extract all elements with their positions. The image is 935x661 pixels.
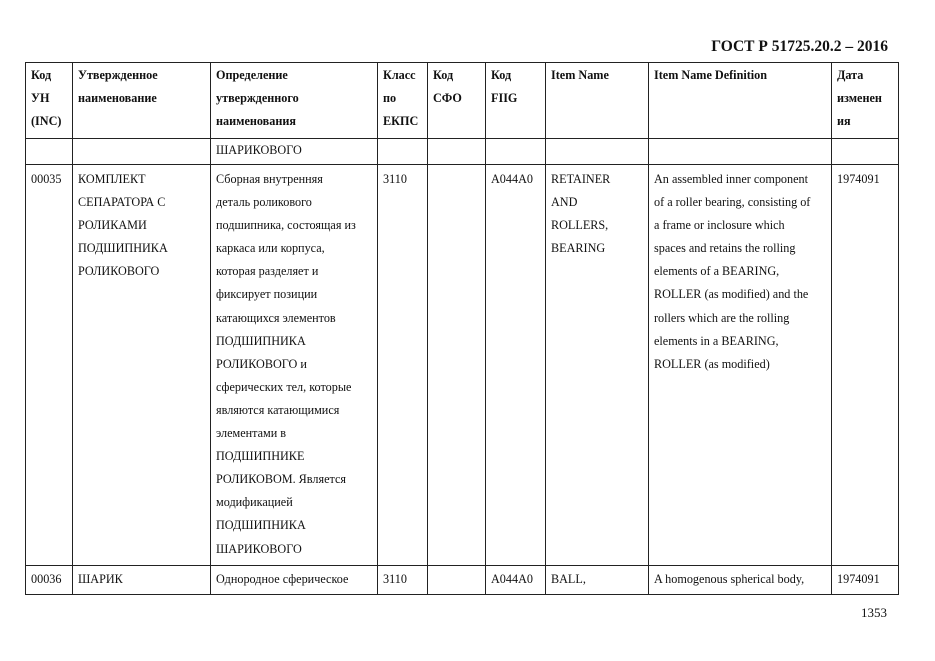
cell-item-name: [546, 139, 649, 165]
cell-item-definition: [649, 139, 832, 165]
cell-inc: [26, 139, 73, 165]
cell-fiig: [486, 139, 546, 165]
cell-ekps-class: 3110: [378, 565, 428, 594]
table-row: [26, 139, 899, 165]
table-header-row: [26, 63, 899, 139]
cell-approved-name: ШАРИК: [73, 565, 211, 594]
cell-sfo: [428, 565, 486, 594]
cell-fiig: A044A0: [486, 565, 546, 594]
cell-item-definition: An assembled inner component of a roller bearing, consisting of a frame or inclosure which spaces and retains the rolling elements of a BEARING, ROLLER (as modified) and the rollers which are the rolling elements in a BEARING, ROLLER (as modified): [649, 165, 832, 566]
header-inc-code: Код УН (INC): [26, 63, 73, 139]
cell-sfo: [428, 165, 486, 566]
cell-inc: 00035: [26, 165, 73, 566]
table-row: [26, 565, 899, 594]
cell-ekps-class: 3110: [378, 165, 428, 566]
cell-change-date: 1974091: [832, 565, 899, 594]
cell-definition: Однородное сферическое: [211, 565, 378, 594]
cell-sfo: [428, 139, 486, 165]
cell-item-definition: A homogenous spherical body,: [649, 565, 832, 594]
header-name-definition: Определение утвержденного наименования: [211, 63, 378, 139]
cell-fiig: A044A0: [486, 165, 546, 566]
cell-item-name: BALL,: [546, 565, 649, 594]
table-row: [26, 165, 899, 566]
header-approved-name: Утвержденное наименование: [73, 63, 211, 139]
cell-inc: 00036: [26, 565, 73, 594]
header-ekps-class: Класс по ЕКПС: [378, 63, 428, 139]
document-code: ГОСТ Р 51725.20.2 – 2016: [711, 38, 888, 55]
cell-approved-name: КОМПЛЕКТ СЕПАРАТОРА С РОЛИКАМИ ПОДШИПНИКА РОЛИКОВОГО: [73, 165, 211, 566]
header-item-name-definition: Item Name Definition: [649, 63, 832, 139]
header-fiig-code: Код FIIG: [486, 63, 546, 139]
cell-approved-name: [73, 139, 211, 165]
header-item-name: Item Name: [546, 63, 649, 139]
cell-definition: ШАРИКОВОГО: [211, 139, 378, 165]
cell-change-date: [832, 139, 899, 165]
cell-ekps-class: [378, 139, 428, 165]
cell-item-name: RETAINER AND ROLLERS, BEARING: [546, 165, 649, 566]
classification-table: [25, 62, 899, 595]
cell-change-date: 1974091: [832, 165, 899, 566]
header-sfo-code: Код СФО: [428, 63, 486, 139]
header-change-date: Дата изменен ия: [832, 63, 899, 139]
cell-definition: Сборная внутренняя деталь роликового подшипника, состоящая из каркаса или корпуса, которая разделяет и фиксирует позиции катающихся элементов ПОДШИПНИКА РОЛИКОВОГО и сферических тел, которые являются катающимися элементами в ПОДШИПНИКЕ РОЛИКОВОМ. Является модификацией ПОДШИПНИКА ШАРИКОВОГО: [211, 165, 378, 566]
page-number: 1353: [861, 605, 887, 620]
